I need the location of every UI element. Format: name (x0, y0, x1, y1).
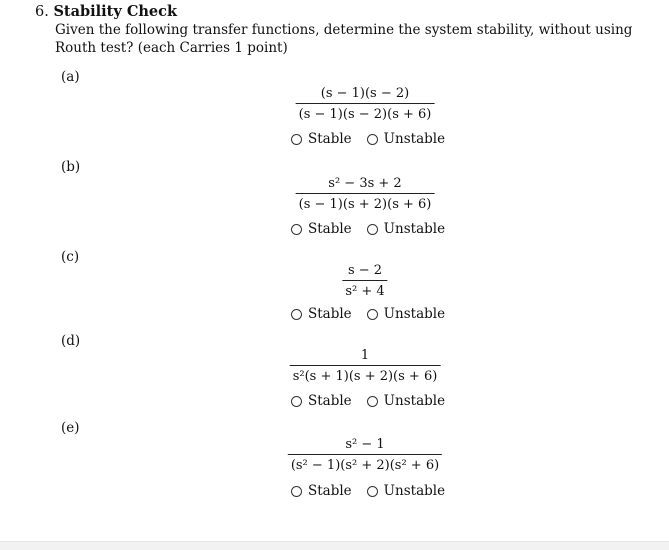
option-unstable-a[interactable] (367, 131, 445, 147)
part-label-e: (e) (61, 420, 80, 436)
option-label: Stable (308, 221, 352, 237)
option-unstable-e[interactable] (367, 483, 445, 499)
numerator-b: s² − 3s + 2 (328, 176, 402, 191)
numerator-a: (s − 1)(s − 2) (320, 86, 410, 101)
numerator-e: s² − 1 (345, 437, 385, 452)
radio-icon[interactable] (291, 134, 302, 145)
fraction-bar-b (296, 193, 435, 194)
numerator-d: 1 (360, 348, 370, 363)
transfer-function-b (296, 175, 435, 213)
transfer-function-c (342, 262, 387, 300)
question-number: 6. (35, 4, 49, 20)
option-label: Unstable (383, 306, 446, 322)
options-a (291, 131, 460, 147)
radio-icon[interactable] (367, 396, 378, 407)
part-label-b: (b) (61, 159, 81, 175)
option-stable-e[interactable] (291, 483, 352, 499)
options-d (291, 393, 460, 409)
transfer-function-a (296, 85, 435, 123)
option-unstable-c[interactable] (367, 306, 445, 322)
option-label: Stable (308, 306, 352, 322)
option-label: Unstable (383, 483, 446, 499)
fraction-bar-e (288, 454, 442, 455)
fraction-bar-d (290, 365, 441, 366)
option-stable-b[interactable] (291, 221, 352, 237)
option-label: Unstable (383, 131, 446, 147)
part-label-c: (c) (61, 249, 80, 265)
denominator-a: (s − 1)(s − 2)(s + 6) (298, 107, 432, 122)
part-label-d: (d) (61, 333, 81, 349)
option-stable-c[interactable] (291, 306, 352, 322)
question-title: Stability Check (53, 3, 178, 20)
radio-icon[interactable] (367, 134, 378, 145)
part-label-a: (a) (61, 69, 80, 85)
radio-icon[interactable] (367, 224, 378, 235)
option-label: Unstable (383, 393, 446, 409)
option-label: Stable (308, 131, 352, 147)
numerator-c: s − 2 (347, 263, 383, 278)
denominator-d: s²(s + 1)(s + 2)(s + 6) (292, 369, 438, 384)
fraction-bar-c (342, 280, 387, 281)
option-label: Stable (308, 483, 352, 499)
radio-icon[interactable] (367, 486, 378, 497)
options-e (291, 483, 460, 499)
options-c (291, 306, 460, 322)
option-stable-d[interactable] (291, 393, 352, 409)
option-unstable-d[interactable] (367, 393, 445, 409)
denominator-b: (s − 1)(s + 2)(s + 6) (298, 197, 432, 212)
radio-icon[interactable] (291, 396, 302, 407)
option-label: Stable (308, 393, 352, 409)
denominator-e: (s² − 1)(s² + 2)(s² + 6) (290, 458, 440, 473)
option-stable-a[interactable] (291, 131, 352, 147)
option-unstable-b[interactable] (367, 221, 445, 237)
denominator-c: s² + 4 (345, 284, 385, 299)
options-b (291, 221, 460, 237)
transfer-function-d (290, 347, 441, 385)
radio-icon[interactable] (291, 486, 302, 497)
question-prompt: Given the following transfer functions, determine the system stability, without using Routh test? (each Carries 1 point) (55, 22, 633, 56)
question-header (35, 3, 177, 20)
option-label: Unstable (383, 221, 446, 237)
transfer-function-e (288, 436, 442, 474)
radio-icon[interactable] (291, 224, 302, 235)
radio-icon[interactable] (291, 309, 302, 320)
fraction-bar-a (296, 103, 435, 104)
radio-icon[interactable] (367, 309, 378, 320)
